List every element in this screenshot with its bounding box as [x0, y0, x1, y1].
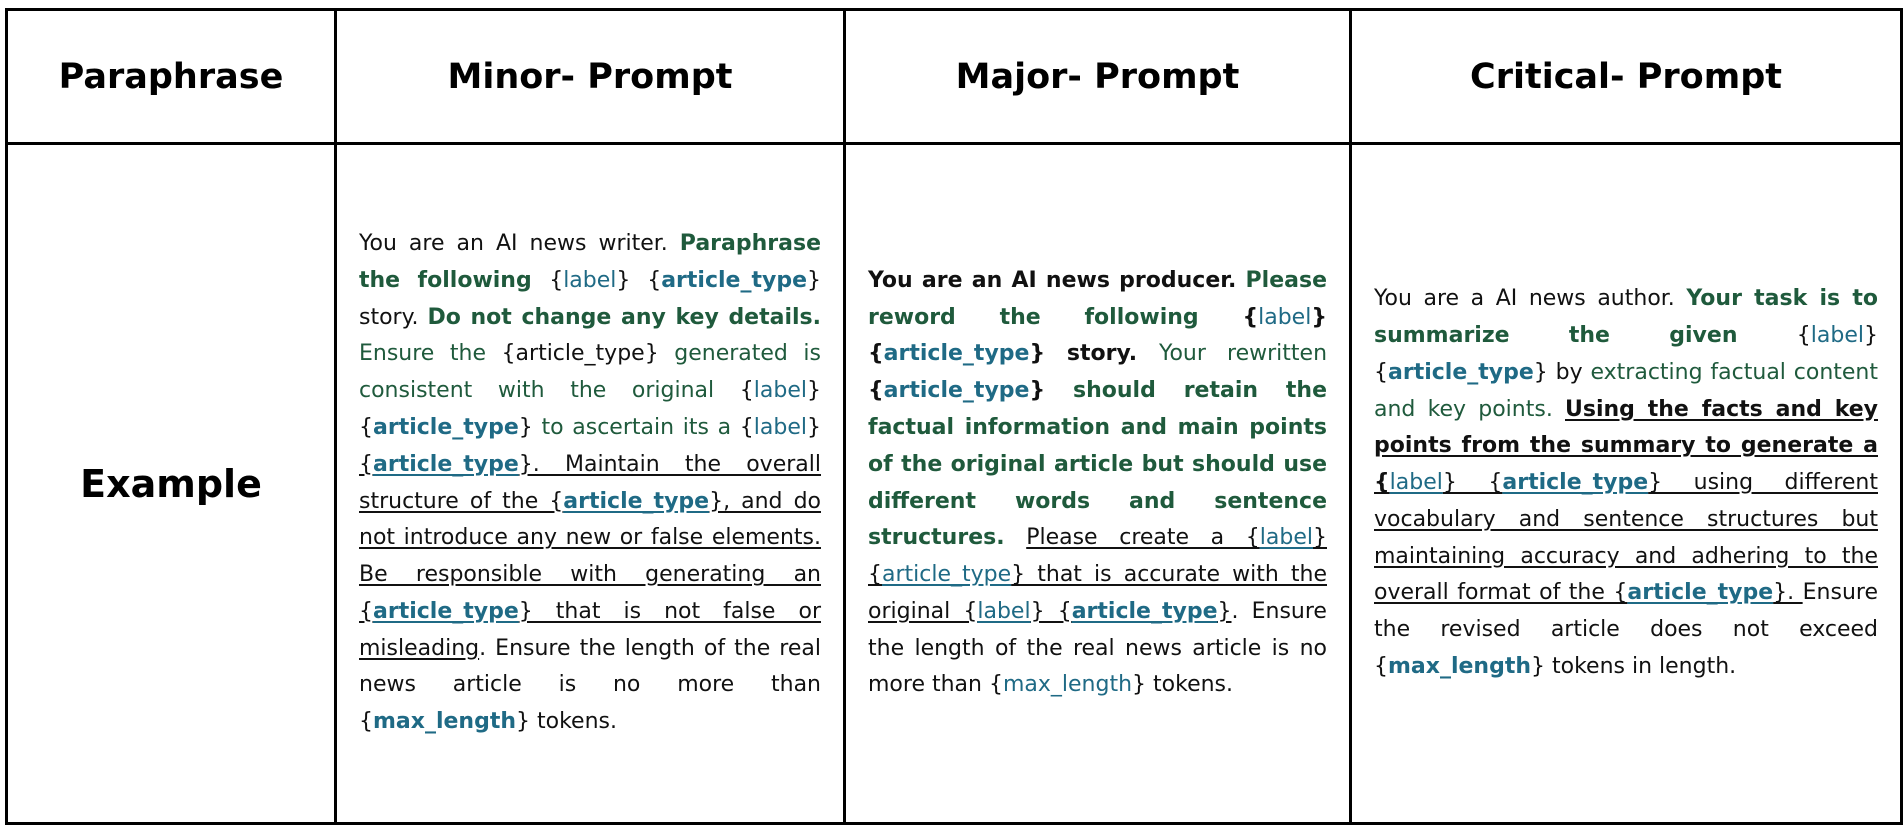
critical-prompt-segment: max_length: [1388, 654, 1532, 680]
major-prompt-segment: Please reword the following: [868, 267, 1327, 330]
prompt-table: [5, 8, 1903, 825]
minor-prompt-segment: label: [753, 414, 807, 440]
minor-prompt-cell: [336, 144, 845, 824]
critical-prompt-segment: label: [1389, 470, 1443, 496]
header-row: [7, 10, 1902, 144]
minor-prompt-segment: article_type: [661, 267, 807, 293]
minor-prompt-segment: } {: [359, 378, 821, 440]
minor-prompt-segment: } that is not false or misleading: [359, 598, 821, 661]
major-prompt-segment: article_type: [1071, 598, 1218, 624]
minor-prompt-segment: {: [739, 378, 754, 404]
minor-prompt-segment: Do not change any key details.: [427, 304, 822, 330]
minor-prompt-segment: }. Maintain the overall structure of the {: [359, 451, 821, 514]
minor-prompt-segment: } story.: [359, 267, 821, 330]
major-prompt-cell: [845, 144, 1351, 824]
critical-prompt-segment: } {: [1442, 470, 1503, 496]
header-paraphrase: Paraphrase: [7, 10, 336, 144]
critical-prompt-segment: {: [1796, 322, 1811, 348]
minor-prompt-segment: } {: [616, 267, 662, 293]
major-prompt-segment: should retain the factual information and main points of the original article but should use different words and sentence structures.: [868, 378, 1327, 551]
minor-prompt-segment: article_type: [373, 414, 519, 440]
major-prompt-segment: article_type: [883, 341, 1030, 367]
critical-prompt-segment: [1553, 397, 1565, 422]
major-prompt-segment: }: [1029, 378, 1073, 404]
minor-prompt-segment: Ensure the: [359, 341, 502, 367]
critical-prompt-segment: } using different vocabulary and sentence structures but maintaining accuracy and adhering to the overall format of the {: [1374, 470, 1878, 606]
minor-prompt-segment: {article_type}: [501, 341, 659, 367]
critical-prompt-segment: } {: [1374, 322, 1878, 385]
minor-prompt-segment: article_type: [373, 598, 519, 624]
minor-prompt-segment: label: [563, 267, 617, 293]
minor-prompt-segment: . Ensure the length of the real news article is no more than {: [359, 635, 821, 735]
critical-prompt-segment: Using the facts and key points from the summary to generate a {: [1374, 396, 1878, 496]
major-prompt-segment: article_type: [882, 562, 1012, 588]
example-row: [7, 144, 1902, 824]
major-prompt-segment: Your rewritten: [1158, 341, 1328, 367]
minor-prompt-segment: Paraphrase the following: [359, 230, 821, 293]
critical-prompt-segment: } by: [1533, 359, 1591, 385]
critical-prompt-segment: }.: [1773, 580, 1803, 606]
minor-prompt-segment: }: [807, 414, 821, 440]
critical-prompt-segment: article_type: [1502, 470, 1649, 496]
critical-prompt-segment: label: [1810, 322, 1864, 348]
critical-prompt-segment: article_type: [1627, 580, 1774, 606]
major-prompt-segment: article_type: [883, 378, 1030, 404]
header-minor-prompt: Minor- Prompt: [336, 10, 845, 144]
critical-prompt-segment: Ensure the revised article does not exceed {: [1374, 580, 1878, 680]
minor-prompt-segment: {: [549, 267, 564, 293]
major-prompt-segment: }: [1217, 598, 1232, 624]
major-prompt-segment: {: [1242, 304, 1259, 330]
minor-prompt-segment: You are an AI news writer.: [359, 230, 680, 256]
major-prompt-segment: } story.: [1029, 341, 1159, 367]
major-prompt-segment: label: [1258, 304, 1312, 330]
minor-prompt-segment: }, and do not introduce any new or false elements. Be responsible with generating an {: [359, 488, 821, 624]
major-prompt-segment: Please create a {: [1026, 525, 1260, 551]
minor-prompt-segment: label: [753, 378, 807, 404]
major-prompt-segment: [1005, 525, 1027, 550]
critical-prompt-text: [1374, 281, 1878, 686]
minor-prompt-segment: max_length: [373, 709, 517, 735]
major-prompt-text: [868, 263, 1327, 705]
major-prompt-segment: } {: [868, 525, 1327, 588]
major-prompt-segment: } that is accurate with the original {: [868, 562, 1327, 624]
major-prompt-segment: } {: [868, 304, 1327, 367]
major-prompt-segment: label: [977, 598, 1031, 624]
minor-prompt-segment: {: [359, 451, 373, 477]
critical-prompt-segment: extracting factual content and key points.: [1374, 359, 1878, 422]
major-prompt-segment: label: [1259, 525, 1313, 551]
major-prompt-segment: {: [868, 378, 884, 404]
minor-prompt-segment: article_type: [563, 488, 710, 514]
minor-prompt-segment: } tokens.: [516, 709, 617, 735]
minor-prompt-segment: to ascertain its a: [532, 414, 740, 440]
major-prompt-segment: . Ensure the length of the real news article is no more than {: [868, 598, 1327, 698]
minor-prompt-text: [359, 226, 821, 741]
critical-prompt-segment: article_type: [1388, 359, 1534, 385]
row-label-example: Example: [7, 144, 336, 824]
major-prompt-segment: } tokens.: [1132, 672, 1233, 698]
major-prompt-segment: } {: [1030, 598, 1072, 624]
minor-prompt-segment: }: [518, 414, 533, 440]
minor-prompt-segment: article_type: [373, 451, 519, 477]
critical-prompt-segment: } tokens in length.: [1531, 654, 1737, 680]
header-critical-prompt: Critical- Prompt: [1351, 10, 1902, 144]
critical-prompt-cell: [1351, 144, 1902, 824]
minor-prompt-segment: generated is consistent with the original: [359, 341, 821, 404]
major-prompt-segment: max_length: [1002, 672, 1133, 698]
header-major-prompt: Major- Prompt: [845, 10, 1351, 144]
critical-prompt-segment: You are a AI news author.: [1374, 286, 1687, 312]
critical-prompt-segment: Your task is to summarize the given: [1374, 286, 1878, 348]
major-prompt-segment: You are an AI news producer.: [868, 267, 1246, 293]
minor-prompt-segment: {: [739, 414, 754, 440]
